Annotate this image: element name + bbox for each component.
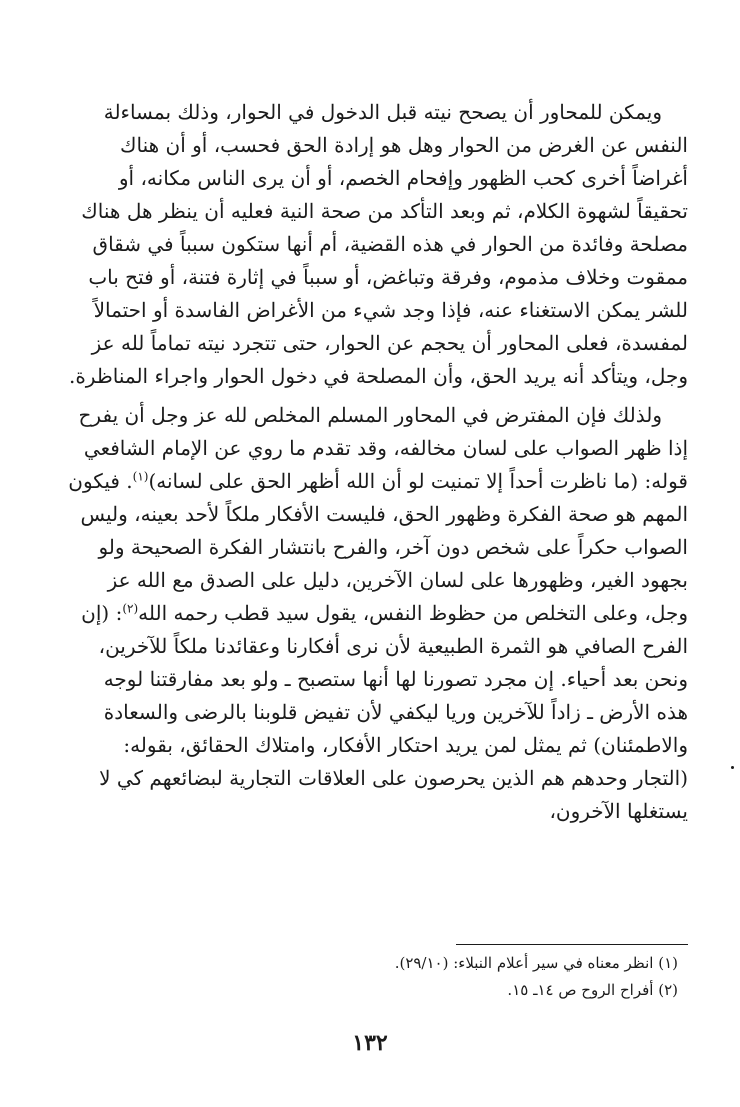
paragraph-2-part-3: : (إن الفرح الصافي هو الثمرة الطبيعية لأن نرى أفكارنا وعقائدنا ملكاً للآخرين، ونحن بعد أحياء. إن مجرد تصورنا لها أنها ستصبح ـ ولو بعد مفارقتنا لوجه هذه الأرض ـ زاداً للآخرين وريا ليكفي لأن تفيض قلوبنا بالرضى والسعادة والاطمئنان) ثم يمثل لمن يريد احتكار الأفكار، وامتلاك الحقائق، بقوله: (التجار وحدهم هم الذين يحرصون على العلاقات التجارية لبضائعهم كي لا يستغلها الآخرون،	[81, 601, 688, 823]
footnote-reference-1[interactable]: (١)	[132, 469, 149, 484]
main-text	[66, 96, 688, 828]
footnote-1: (١) انظر معناه في سير أعلام النبلاء: (٢٩/١٠).	[394, 954, 678, 972]
footnote-reference-2[interactable]: (٢)	[122, 601, 139, 616]
page-number: ١٣٢	[352, 1030, 388, 1056]
paragraph-2-part-2: . فيكون المهم هو صحة الفكرة وظهور الحق، فليست الأفكار ملكاً لأحد بعينه، وليس الصواب حكراً على شخص دون آخر، والفرح بانتشار الفكرة الصحيحة ولو بجهود الغير، وظهورها على لسان الآخرين، دليل على الصدق مع الله عز وجل، وعلى التخلص من حظوظ النفس، يقول سيد قطب رحمه الله	[68, 469, 688, 625]
footnote-divider	[456, 944, 688, 945]
margin-mark	[731, 766, 734, 769]
paragraph-2-part-1: ولذلك فإن المفترض في المحاور المسلم المخلص لله عز وجل أن يفرح إذا ظهر الصواب على لسان مخالفه، وقد تقدم ما روي عن الإمام الشافعي قوله: (ما ناظرت أحداً إلا تمنيت لو أن الله أظهر الحق على لسانه)	[78, 403, 688, 493]
footnotes	[66, 950, 688, 1004]
paragraph-2	[66, 399, 688, 828]
footnote-2: (٢) أفراح الروح ص ١٤ـ ١٥.	[507, 981, 678, 999]
paragraph-1: ويمكن للمحاور أن يصحح نيته قبل الدخول في الحوار، وذلك بمساءلة النفس عن الغرض من الحوار وهل هو إرادة الحق فحسب، أو أن هناك أغراضاً أخرى كحب الظهور وإفحام الخصم، أو أن يرى الناس مكانه، أو تحقيقاً لشهوة الكلام، ثم وبعد التأكد من صحة النية فعليه أن ينظر هل هناك مصلحة وفائدة من الحوار في هذه القضية، أم أنها ستكون سبباً في شقاق ممقوت وخلاف مذموم، وفرقة وتباغض، أو سبباً في إثارة فتنة، أو فتح باب للشر يمكن الاستغناء عنه، فإذا وجد شيء من الأغراض الفاسدة أو احتمالاً لمفسدة، فعلى المحاور أن يحجم عن الحوار، حتى تتجرد نيته تماماً لله عز وجل، ويتأكد أنه يريد الحق، وأن المصلحة في دخول الحوار واجراء المناظرة.	[68, 100, 688, 388]
